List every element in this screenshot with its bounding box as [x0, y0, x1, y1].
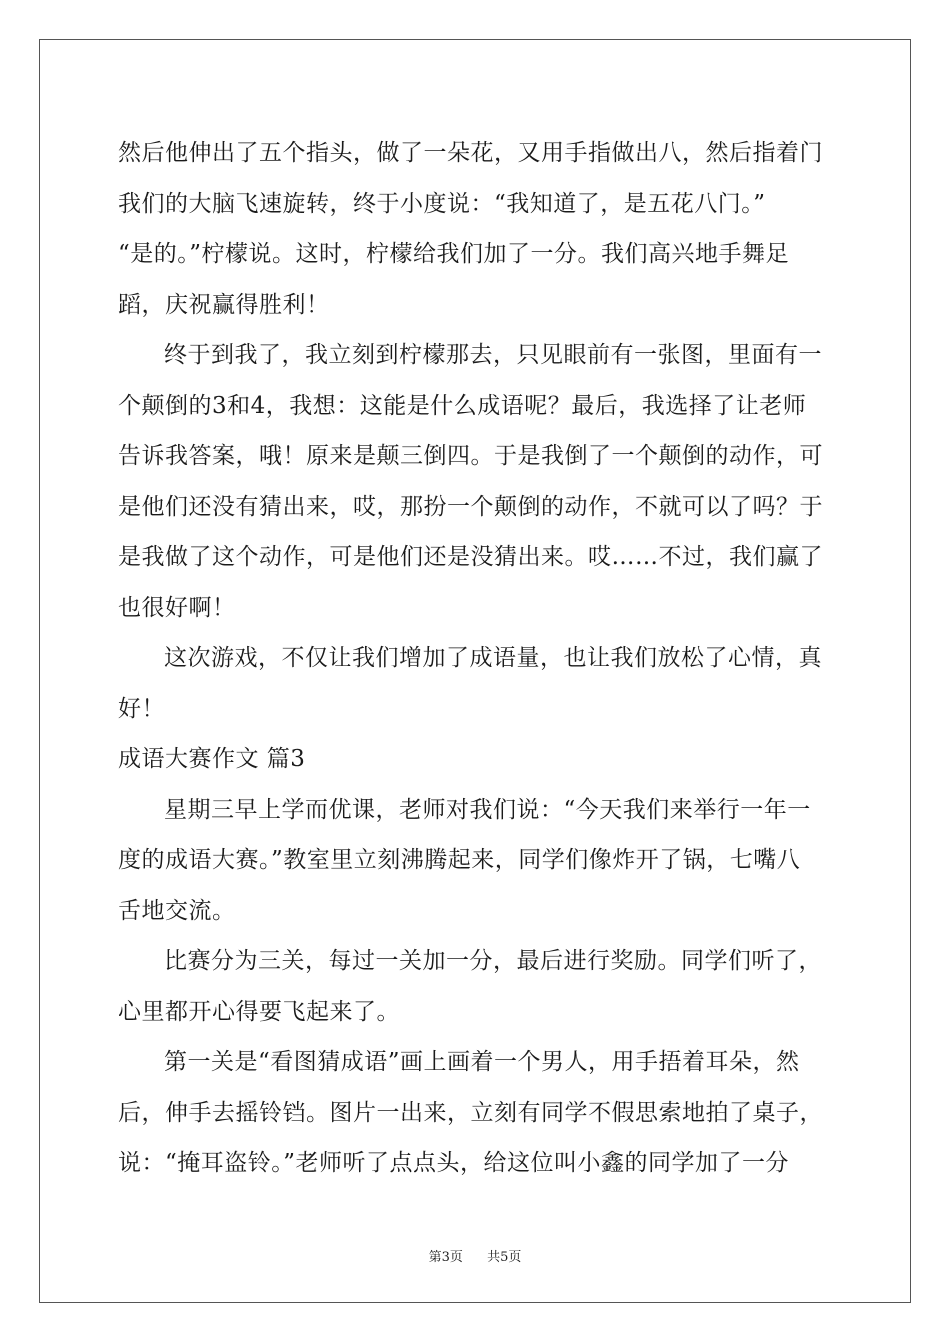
- text-line: 是他们还没有猜出来，哎，那扮一个颠倒的动作，不就可以了吗？于: [118, 493, 823, 520]
- text-line: 舌地交流。: [118, 897, 236, 924]
- text-line: 告诉我答案，哦！原来是颠三倒四。于是我倒了一个颠倒的动作，可: [118, 443, 823, 469]
- text-line: 后，伸手去摇铃铛。图片一出来，立刻有同学不假思索地拍了桌子，: [118, 1099, 823, 1126]
- text-line: 终于到我了，我立刻到柠檬那去，只见眼前有一张图，里面有一: [164, 342, 822, 368]
- text-line: 也很好啊！: [118, 594, 236, 621]
- text-line: 说：“掩耳盗铃。”老师听了点点头，给这位叫小鑫的同学加了一分: [118, 1150, 790, 1176]
- text-line: 心里都开心得要飞起来了。: [118, 998, 400, 1025]
- text-line: 好！: [118, 695, 165, 722]
- text-line: 我们的大脑飞速旋转，终于小度说：“我知道了，是五花八门。”: [118, 190, 766, 217]
- text-line: 星期三早上学而优课，老师对我们说：“今天我们来举行一年一: [164, 796, 811, 823]
- text-line: 这次游戏，不仅让我们增加了成语量，也让我们放松了心情，真: [164, 645, 822, 671]
- text-line: 第一关是“看图猜成语”画上画着一个男人，用手捂着耳朵，然: [164, 1049, 800, 1075]
- document-body: [118, 128, 840, 1189]
- text-line: 蹈，庆祝赢得胜利！: [118, 291, 330, 318]
- text-line: “是的。”柠檬说。这时，柠檬给我们加了一分。我们高兴地手舞足: [118, 241, 790, 267]
- text-line: 个颠倒的3和4，我想：这能是什么成语呢？最后，我选择了让老师: [118, 392, 807, 419]
- text-line: 是我做了这个动作，可是他们还是没猜出来。哎……不过，我们赢了: [118, 544, 823, 570]
- page-footer: [0, 1246, 950, 1265]
- page-total: 共5页: [487, 1250, 522, 1265]
- page-number: 第3页: [428, 1250, 463, 1265]
- section-heading: 成语大赛作文 篇3: [118, 746, 306, 772]
- text-line: 然后他伸出了五个指头，做了一朵花，又用手指做出八，然后指着门: [118, 140, 823, 166]
- text-line: 度的成语大赛。”教室里立刻沸腾起来，同学们像炸开了锅，七嘴八: [118, 847, 801, 873]
- text-line: 比赛分为三关，每过一关加一分，最后进行奖励。同学们听了，: [164, 948, 822, 974]
